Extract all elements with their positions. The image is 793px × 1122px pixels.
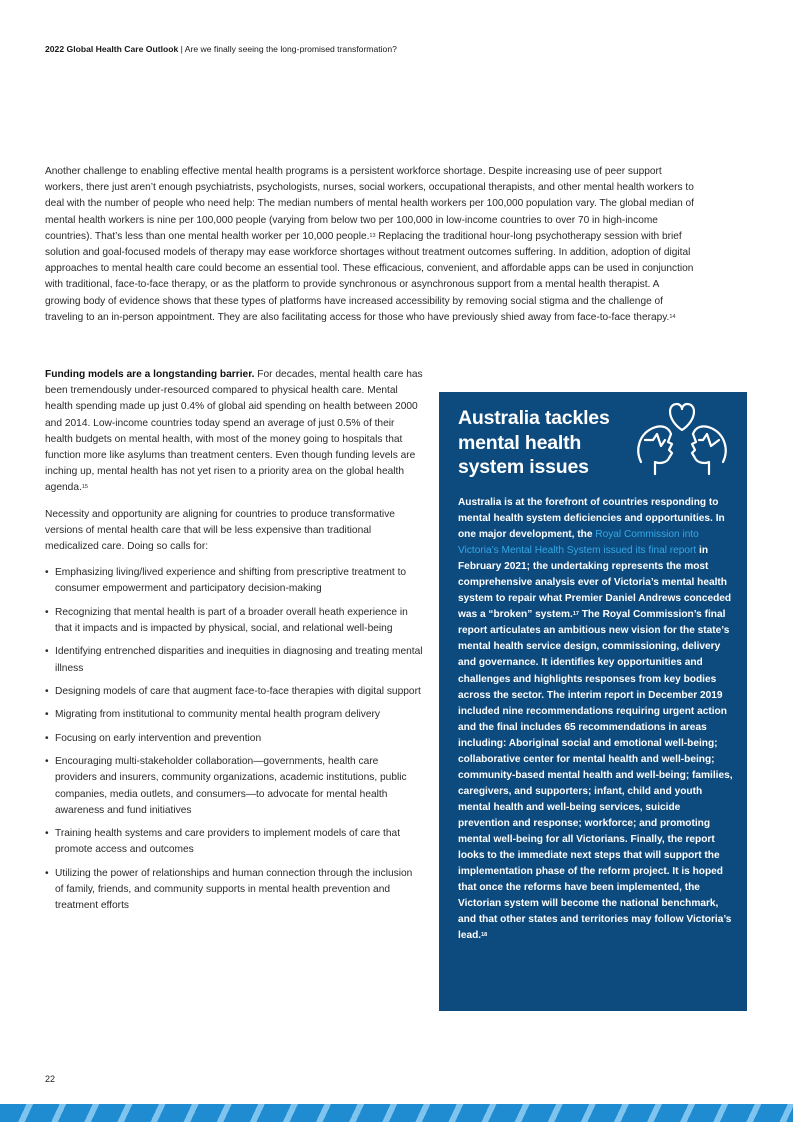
report-subtitle: Are we finally seeing the long-promised transformation? (184, 44, 397, 54)
sidebar-title: Australia tackles mental health system issues (458, 407, 610, 478)
list-item: • Emphasizing living/lived experience and shifting from prescriptive treatment to consumer empowerment and participatory decision-making (45, 567, 407, 595)
heart-connection-heads-icon (631, 400, 733, 484)
bullet-icon: • (45, 567, 49, 579)
list-item: • Focusing on early intervention and prevention (45, 731, 423, 747)
footnote-ref[interactable]: 17 (572, 611, 579, 618)
bullet-icon: • (45, 828, 49, 840)
report-title: 2022 Global Health Care Outlook (45, 44, 179, 54)
list-item: • Utilizing the power of relationships and human connection through the inclusion of family, friends, and community supports in mental health prevention and treatment efforts (45, 867, 413, 912)
list-item: • Training health systems and care providers to implement models of care that promote access and outcomes (45, 828, 401, 856)
footnote-ref[interactable]: 18 (481, 932, 488, 939)
australia-sidebar (439, 392, 747, 1011)
bullet-icon: • (45, 732, 49, 744)
bullet-icon: • (45, 867, 49, 879)
bullet-icon: • (45, 606, 49, 618)
footnote-ref[interactable]: 14 (669, 313, 676, 320)
header-separator: | (178, 44, 185, 54)
bullet-icon: • (45, 646, 49, 658)
funding-lead: Funding models are a longstanding barrier. (45, 369, 255, 380)
workforce-paragraph: Another challenge to enabling effective mental health programs is a persistent workforce shortage. Despite increasing use of peer support workers, there just aren’t enough psychiatrists, psychologists, nurses, social workers, occupational therapists, and other mental health workers to deal with the number of people who need help: The median numbers of mental health workers per 100,000 population vary. The global median of mental health workers is nine per 100,000 people (varying from below two per 100,000 in low-income countries to over 70 in high-income countries). That’s less than one mental health worker per 10,000 people.$^{13}$ Replacing the traditional hour-long psychotherapy session with brief solution and goal-focused models of therapy may ease workforce shortages without treatment outcomes suffering. In addition, adoption of digital approaches to mental health care could become an essential tool. These efficacious, convenient, and affordable apps can be used in conjunction with traditional, face-to-face therapy, or as the platform to provide synchronous or asynchronous support from a mental health therapist. A growing body of evidence shows that these types of platforms have increased accessibility by removing social stigma and the challenge of traveling to an in-person appointment. They are also facilitating access for those who have previously shied away from face-to-face therapy.$^{14}$ (45, 166, 694, 323)
bullet-icon: • (45, 709, 49, 721)
bullet-icon: • (45, 686, 49, 698)
necessity-paragraph: Necessity and opportunity are aligning for countries to produce transformative versions of mental health care that will be less expensive than traditional medicalized care. Doing so calls for: (45, 508, 395, 553)
footnote-ref[interactable]: 13 (369, 232, 376, 239)
bullet-icon: • (45, 756, 49, 768)
funding-paragraph: Funding models are a longstanding barrier. For decades, mental health care has been tremendously under-resourced compared to physical health care. Mental health spending made up just 0.4% of global aid spending on health between 2000 and 2014. Low-income countries today spend an average of just 0.5% of their health budgets on mental health, with most of the money going to hospitals that function more like asylums than treatment centers. Even though funding levels are inching up, mental health has not yet risen to a priority area on the global health agenda.$^{15}$ (45, 369, 423, 494)
royal-commission-link[interactable]: Royal Commission into Victoria’s Mental Health System issued its final report (458, 529, 699, 557)
sidebar-body: Australia is at the forefront of countries responding to mental health system deficiencies and opportunities. In one major development, the Royal Commission into Victoria’s Mental Health System issued its final report in February 2021; the undertaking represents the most comprehensive analysis ever of Victoria’s mental health system to repair what Premier Daniel Andrews conceded was a “broken” system.$^{17}$ The Royal Commission’s final report articulates an ambitious new vision for the state’s mental health service design, commissioning, delivery and governance. It identifies key opportunities and challenges and highlights responses from key bodies across the sector. The interim report in December 2019 included nine recommendations requiring urgent action and the final includes 65 recommendations in areas including: Aboriginal social and emotional well-being; collaborative center for mental health and well-being; community-based mental health and well-being; families, caregivers, and supporters; infant, child and youth mental health and well-being services, suicide prevention and response; workforce; and promoting mental well-being for all Victorians. Finally, the report looks to the immediate next steps that will support the implementation phase of the reform project. It is hoped that once the reforms have been implemented, the Victorian system will become the national benchmark, and that other states and territories may follow Victoria’s lead.$^{18}$ (458, 497, 733, 942)
footer-stripe-band (0, 1104, 793, 1122)
left-column (45, 367, 423, 922)
page-number: 22 (45, 1074, 56, 1084)
footnote-ref[interactable]: 15 (81, 484, 88, 491)
calls-list (45, 565, 423, 914)
list-item: • Encouraging multi-stakeholder collaboration—governments, health care providers and insurers, community organizations, academic institutions, public companies, media outlets, and consumers—to advocate for mental health awareness and fund initiatives (45, 756, 407, 816)
list-item: • Migrating from institutional to community mental health program delivery (45, 707, 423, 723)
list-item: • Designing models of care that augment face-to-face therapies with digital support (45, 684, 423, 700)
list-item: • Recognizing that mental health is part of a broader overall heath experience in that it impacts and is impacted by physical, social, and relational well-being (45, 606, 408, 635)
running-header (45, 44, 745, 54)
list-item: • Identifying entrenched disparities and inequities in diagnosing and treating mental illness (45, 646, 423, 674)
